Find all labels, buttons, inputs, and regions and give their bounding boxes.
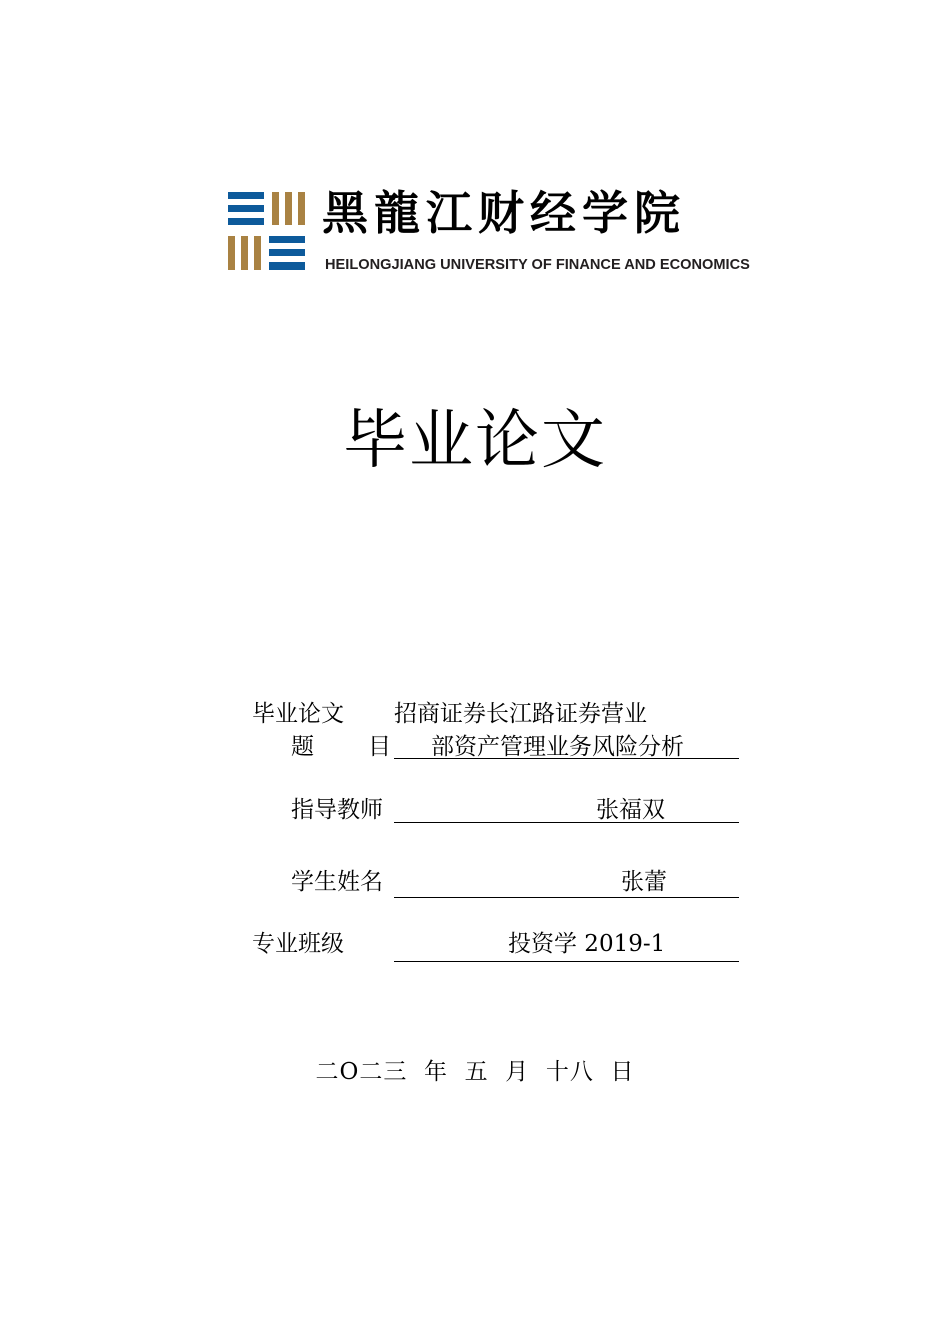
topic-label-line2b: 目	[368, 734, 391, 760]
major-value: 投资学 2019-1	[508, 931, 666, 957]
university-name-english: HEILONGJIANG UNIVERSITY OF FINANCE AND ECONOMICS	[325, 257, 750, 273]
document-title: 毕业论文	[343, 404, 607, 478]
student-value: 张蕾	[621, 869, 667, 895]
topic-label-line1: 毕业论文	[252, 701, 344, 727]
major-label: 专业班级	[252, 931, 344, 957]
topic-label-line2a: 题	[291, 734, 314, 760]
university-name-chinese: 黑龍江财经学院	[322, 186, 686, 240]
student-underline	[394, 866, 739, 898]
advisor-underline	[394, 794, 739, 823]
advisor-label: 指导教师	[291, 797, 383, 823]
topic-value-line2: 部资产管理业务风险分析	[431, 734, 684, 760]
student-label: 学生姓名	[291, 869, 383, 895]
topic-value-line1: 招商证券长江路证券营业	[394, 701, 647, 727]
submission-date: 二O二三 年 五 月 十八 日	[315, 1059, 635, 1085]
advisor-value: 张福双	[596, 797, 665, 823]
